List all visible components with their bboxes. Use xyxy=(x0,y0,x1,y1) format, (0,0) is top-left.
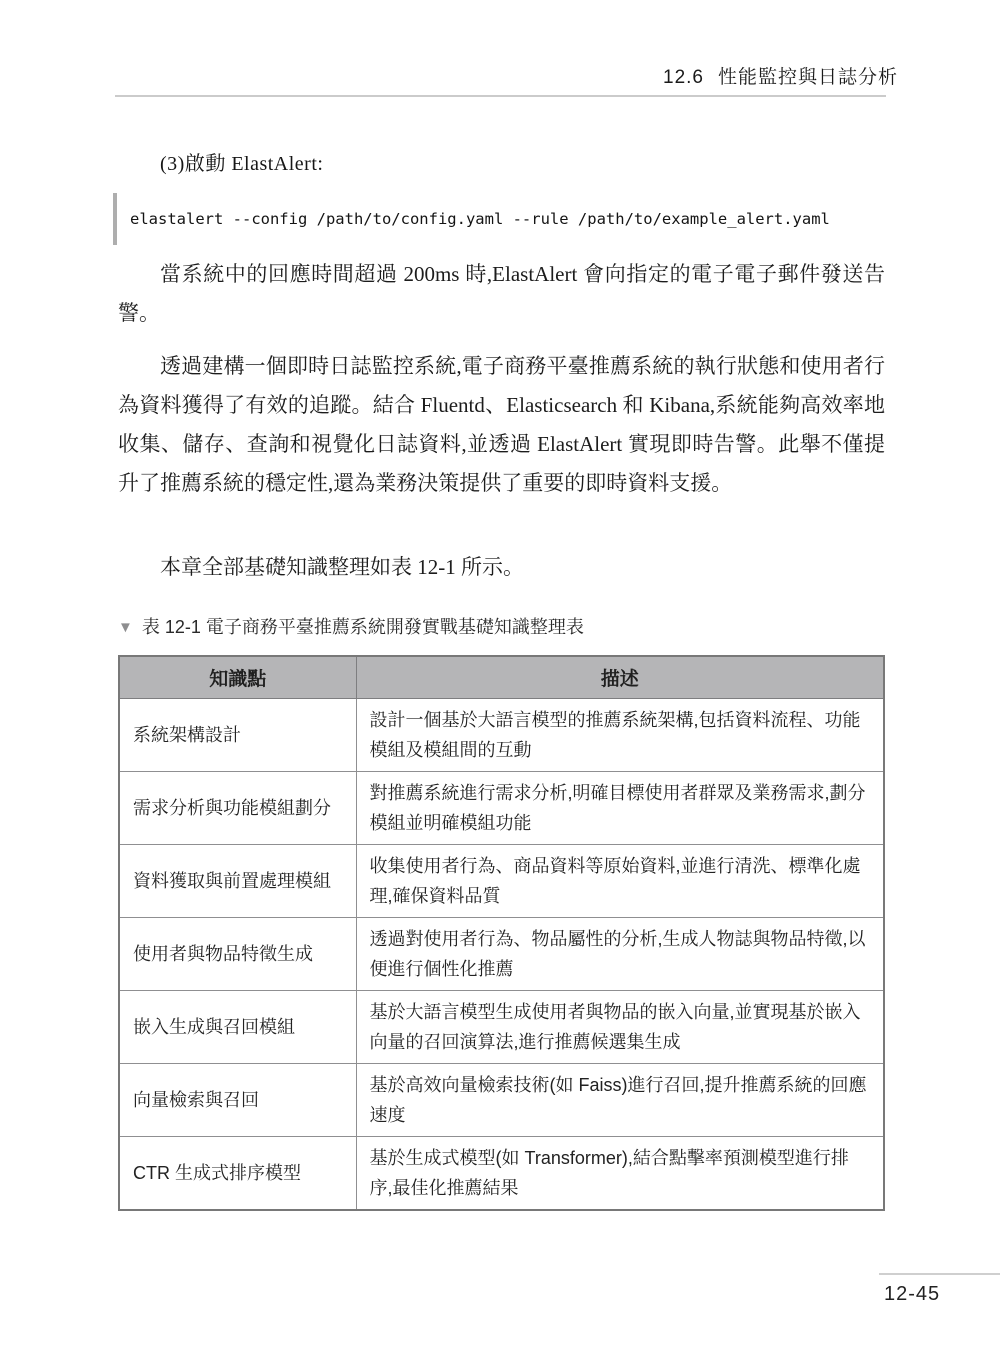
topic-cell: 使用者與物品特徵生成 xyxy=(119,917,356,990)
section-title: 性能監控與日誌分析 xyxy=(717,67,898,88)
paragraph: 透過建構一個即時日誌監控系統,電子商務平臺推薦系統的執行狀態和使用者行為資料獲得了有效的追蹤。結合 Fluentd、Elasticsearch 和 Kibana,系統能夠高效率地收集、儲存、查詢和視覺化日誌資料,並透過 ElastAlert 實現即時告警。此舉不僅提升了推薦系統的穩定性,還為業務決策提供了重要的即時資料支援。 xyxy=(118,354,885,495)
topic-cell: 需求分析與功能模組劃分 xyxy=(119,771,356,844)
topic-cell: 系統架構設計 xyxy=(119,698,356,771)
table-row xyxy=(119,771,884,844)
topic-cell: CTR 生成式排序模型 xyxy=(119,1136,356,1210)
table-row xyxy=(119,698,884,771)
table-body xyxy=(119,698,884,1210)
table-row xyxy=(119,917,884,990)
section-number: 12.6 xyxy=(663,67,704,88)
table-row xyxy=(119,1063,884,1136)
running-head xyxy=(118,62,898,89)
table-header-row xyxy=(119,656,884,698)
header-divider xyxy=(115,95,886,97)
table-caption xyxy=(118,613,584,639)
code-block: elastalert --config /path/to/config.yaml --rule /path/to/example_alert.yaml xyxy=(113,193,870,245)
description-cell: 透過對使用者行為、物品屬性的分析,生成人物誌與物品特徵,以便進行個性化推薦 xyxy=(356,917,884,990)
column-header-topic: 知識點 xyxy=(119,656,356,698)
topic-cell: 嵌入生成與召回模組 xyxy=(119,990,356,1063)
table-row xyxy=(119,844,884,917)
description-cell: 基於高效向量檢索技術(如 Faiss)進行召回,提升推薦系統的回應速度 xyxy=(356,1063,884,1136)
description-cell: 基於大語言模型生成使用者與物品的嵌入向量,並實現基於嵌入向量的召回演算法,進行推薦候選集生成 xyxy=(356,990,884,1063)
table-caption-text: 表 12-1 電子商務平臺推薦系統開發實戰基礎知識整理表 xyxy=(141,617,584,637)
description-cell: 基於生成式模型(如 Transformer),結合點擊率預測模型進行排序,最佳化推薦結果 xyxy=(356,1136,884,1210)
description-cell: 對推薦系統進行需求分析,明確目標使用者群眾及業務需求,劃分模組並明確模組功能 xyxy=(356,771,884,844)
knowledge-table xyxy=(118,655,885,1211)
table-row xyxy=(119,990,884,1063)
step-heading: (3)啟動 ElastAlert: xyxy=(160,153,324,175)
topic-cell: 資料獲取與前置處理模組 xyxy=(119,844,356,917)
triangle-marker-icon: ▼ xyxy=(118,619,133,636)
column-header-description: 描述 xyxy=(356,656,884,698)
page-number: 12-45 xyxy=(884,1283,941,1305)
description-cell: 設計一個基於大語言模型的推薦系統架構,包括資料流程、功能模組及模組間的互動 xyxy=(356,698,884,771)
footer-divider xyxy=(879,1273,1000,1275)
paragraph: 本章全部基礎知識整理如表 12-1 所示。 xyxy=(160,555,524,579)
description-cell: 收集使用者行為、商品資料等原始資料,並進行清洗、標準化處理,確保資料品質 xyxy=(356,844,884,917)
table-row xyxy=(119,1136,884,1210)
topic-cell: 向量檢索與召回 xyxy=(119,1063,356,1136)
paragraph: 當系統中的回應時間超過 200ms 時,ElastAlert 會向指定的電子電子郵件發送告警。 xyxy=(118,262,885,325)
